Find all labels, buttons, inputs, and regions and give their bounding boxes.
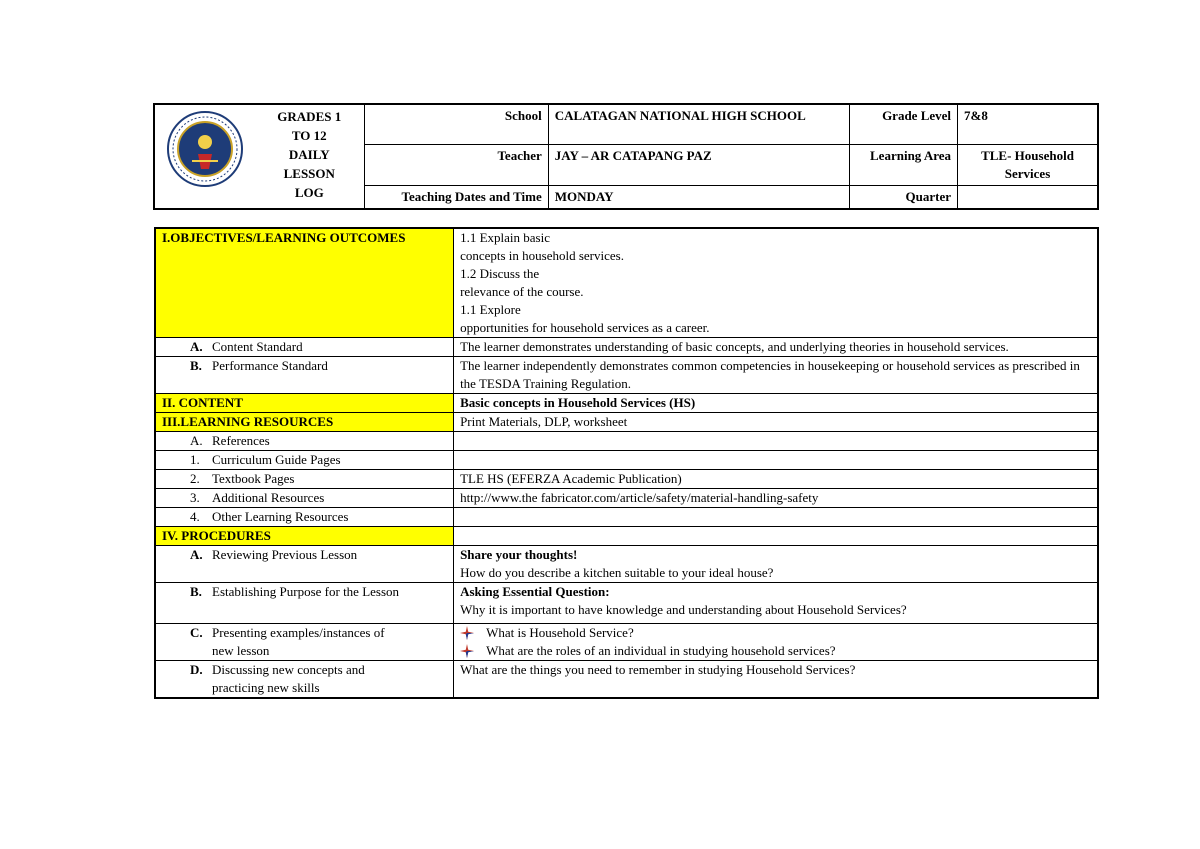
school-label: School xyxy=(364,104,548,144)
teacher-value: JAY – AR CATAPANG PAZ xyxy=(548,144,849,185)
performance-standard-value: The learner independently demonstrates common competencies in housekeeping or household services as prescribed in the TESDA Training Regulation. xyxy=(454,357,1098,394)
references-value xyxy=(454,432,1098,451)
content-standard-value: The learner demonstrates understanding of basic concepts, and underlying theories in household services. xyxy=(454,338,1098,357)
quarter-label: Quarter xyxy=(850,185,958,209)
four-point-star-icon xyxy=(460,644,474,658)
performance-standard-label: B. Performance Standard xyxy=(155,357,454,394)
resource-item-value xyxy=(454,508,1098,527)
content-standard-label: A. Content Standard xyxy=(155,338,454,357)
grade-level-label: Grade Level xyxy=(850,104,958,144)
resources-title: III.LEARNING RESOURCES xyxy=(155,413,454,432)
procedure-b-heading: Asking Essential Question: xyxy=(460,584,610,599)
content-value: Basic concepts in Household Services (HS) xyxy=(454,394,1098,413)
bullet-item: What is Household Service? xyxy=(460,624,1091,642)
content-title: II. CONTENT xyxy=(155,394,454,413)
procedure-c-content xyxy=(454,624,1098,661)
lesson-table xyxy=(154,227,1099,699)
procedure-c-label: C. Presenting examples/instances of new lesson xyxy=(155,624,454,661)
resource-item-value[interactable]: http://www.the fabricator.com/article/safety/material-handling-safety xyxy=(454,489,1098,508)
resources-value: Print Materials, DLP, worksheet xyxy=(454,413,1098,432)
resource-item-label: 3. Additional Resources xyxy=(155,489,454,508)
resource-item-value: TLE HS (EFERZA Academic Publication) xyxy=(454,470,1098,489)
objective-line: opportunities for household services as a career. xyxy=(460,320,710,335)
grade-level-value: 7&8 xyxy=(958,104,1098,144)
objective-line: 1.2 Discuss the xyxy=(460,266,540,281)
procedures-value xyxy=(454,527,1098,546)
resource-item-label: 4. Other Learning Resources xyxy=(155,508,454,527)
objective-line: concepts in household services. xyxy=(460,248,624,263)
quarter-value xyxy=(958,185,1098,209)
resource-item-value xyxy=(454,451,1098,470)
deped-seal-logo xyxy=(165,109,245,189)
grades-title: GRADES 1 TO 12 DAILY LESSON LOG xyxy=(255,104,364,209)
procedure-a-heading: Share your thoughts! xyxy=(460,547,578,562)
dates-label: Teaching Dates and Time xyxy=(364,185,548,209)
procedure-b-content xyxy=(454,583,1098,624)
learning-area-value: TLE- Household Services xyxy=(958,144,1098,185)
procedure-a-text: How do you describe a kitchen suitable to your ideal house? xyxy=(460,565,774,580)
four-point-star-icon xyxy=(460,626,474,640)
objective-line: relevance of the course. xyxy=(460,284,584,299)
objective-line: 1.1 Explore xyxy=(460,302,521,317)
resource-item-label: 1. Curriculum Guide Pages xyxy=(155,451,454,470)
learning-area-label: Learning Area xyxy=(850,144,958,185)
procedure-a-content xyxy=(454,546,1098,583)
references-label: A. References xyxy=(155,432,454,451)
resource-item-label: 2. Textbook Pages xyxy=(155,470,454,489)
procedure-d-label: D. Discussing new concepts and practicing new skills xyxy=(155,661,454,699)
teacher-label: Teacher xyxy=(364,144,548,185)
objective-line: 1.1 Explain basic xyxy=(460,230,550,245)
procedure-a-label: A. Reviewing Previous Lesson xyxy=(155,546,454,583)
objectives-title: I.OBJECTIVES/LEARNING OUTCOMES xyxy=(155,228,454,338)
procedure-b-label: B. Establishing Purpose for the Lesson xyxy=(155,583,454,624)
procedures-title: IV. PROCEDURES xyxy=(155,527,454,546)
procedure-b-text: Why it is important to have knowledge and understanding about Household Services? xyxy=(460,602,907,617)
school-value: CALATAGAN NATIONAL HIGH SCHOOL xyxy=(548,104,849,144)
dates-value: MONDAY xyxy=(548,185,849,209)
procedure-d-text: What are the things you need to remember in studying Household Services? xyxy=(454,661,1098,699)
objectives-list xyxy=(454,228,1098,338)
bullet-item: What are the roles of an individual in studying household services? xyxy=(460,642,1091,660)
deped-logo-cell xyxy=(154,104,255,209)
header-table xyxy=(153,103,1099,210)
